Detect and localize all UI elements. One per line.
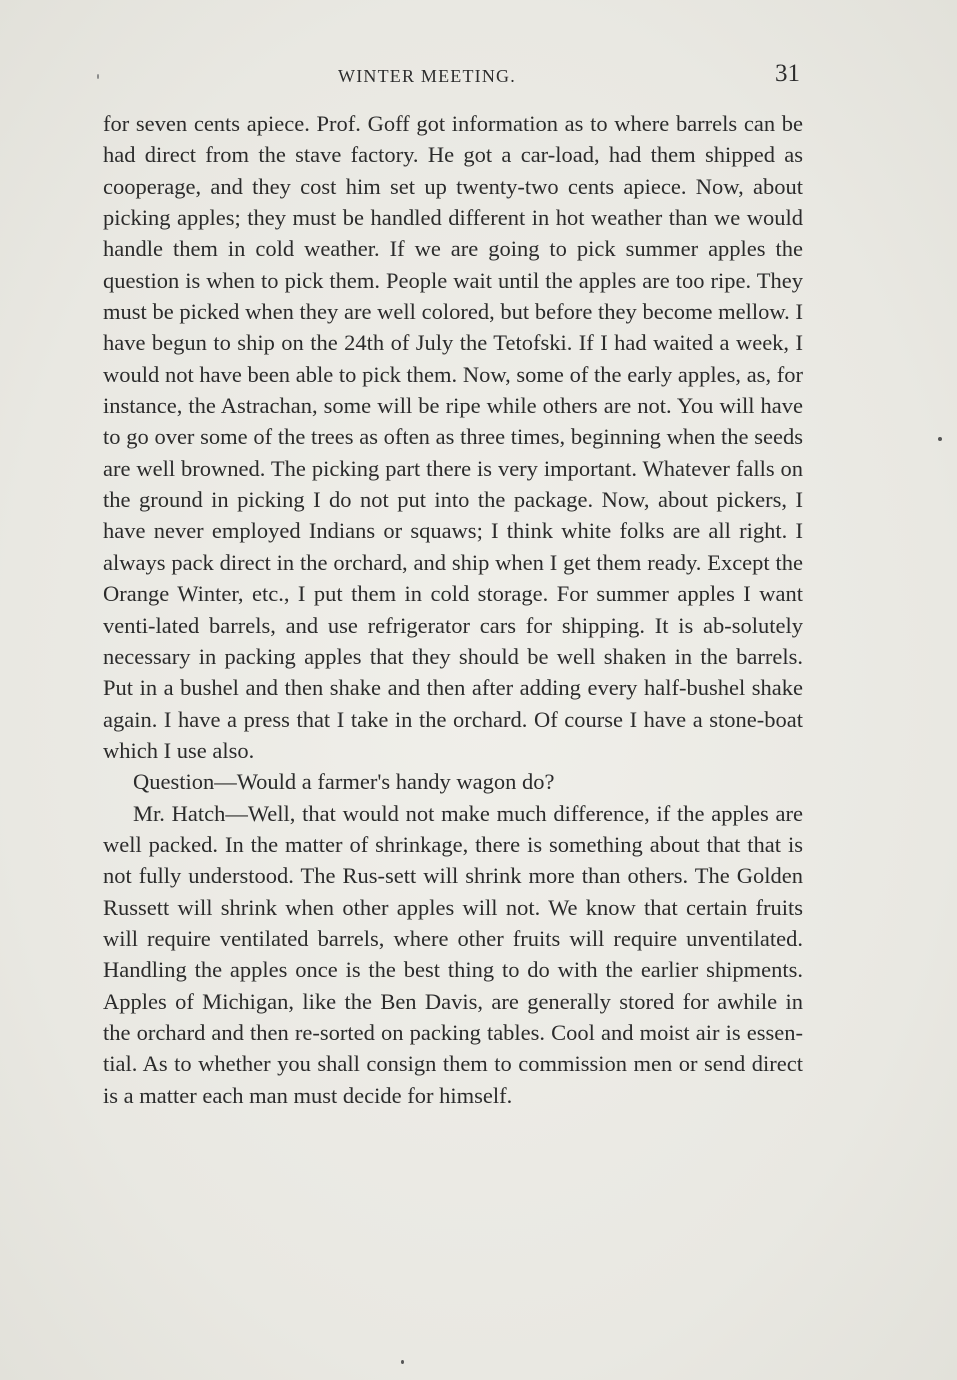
page-header: [100, 58, 800, 94]
paragraph-2: Question—Would a farmer's handy wagon do?: [133, 769, 555, 795]
body-text: [103, 108, 803, 1111]
paragraph-3: Mr. Hatch—Well, that would not make much difference, if the apples are well packed. In the matter of shrinkage, there is something about that that is not fully understood. The Rus-sett will shrink more than others. The Golden Russett will shrink when other apples will not. We know that certain fruits will require ventilated barrels, where other fruits will require unventilated. Handling the apples once is the best thing to do with the earlier shipments. Apples of Michigan, like the Ben Davis, are generally stored for awhile in the orchard and then re-sorted on packing tables. Cool and moist air is essen-tial. As to whether you shall consign them to commission men or send direct is a matter each man must decide for himself.: [103, 800, 803, 1108]
running-head: WINTER MEETING.: [338, 66, 516, 86]
scan-speck: [938, 437, 942, 441]
scan-speck: [401, 1360, 404, 1364]
paragraph-1: for seven cents apiece. Prof. Goff got information as to where barrels can be had direct from the stave factory. He got a car-load, had them shipped as cooperage, and they cost him set up twenty-two cents apiece. Now, about picking apples; they must be handled different in hot weather than we would handle them in cold weather. If we are going to pick summer apples the question is when to pick them. People wait until the apples are too ripe. They must be picked when they are well colored, but before they become mellow. I have begun to ship on the 24th of July the Tetofski. If I had waited a week, I would not have been able to pick them. Now, some of the early apples, as, for instance, the Astrachan, some will be ripe while others are not. You will have to go over some of the trees as often as three times, beginning when the seeds are well browned. The picking part there is very important. Whatever falls on the ground in picking I do not put into the package. Now, about pickers, I have never employed Indians or squaws; I think white folks are all right. I always pack direct in the orchard, and ship when I get them ready. Except the Orange Winter, etc., I put them in cold storage. For summer apples I want venti-lated barrels, and use refrigerator cars for shipping. It is ab-solutely necessary in packing apples that they should be well shaken in the barrels. Put in a bushel and then shake and then after adding every half-bushel shake again. I have a press that I take in the orchard. Of course I have a stone-boat which I use also.: [103, 111, 803, 763]
scan-speck: [97, 74, 99, 79]
page-number: 31: [775, 60, 800, 87]
